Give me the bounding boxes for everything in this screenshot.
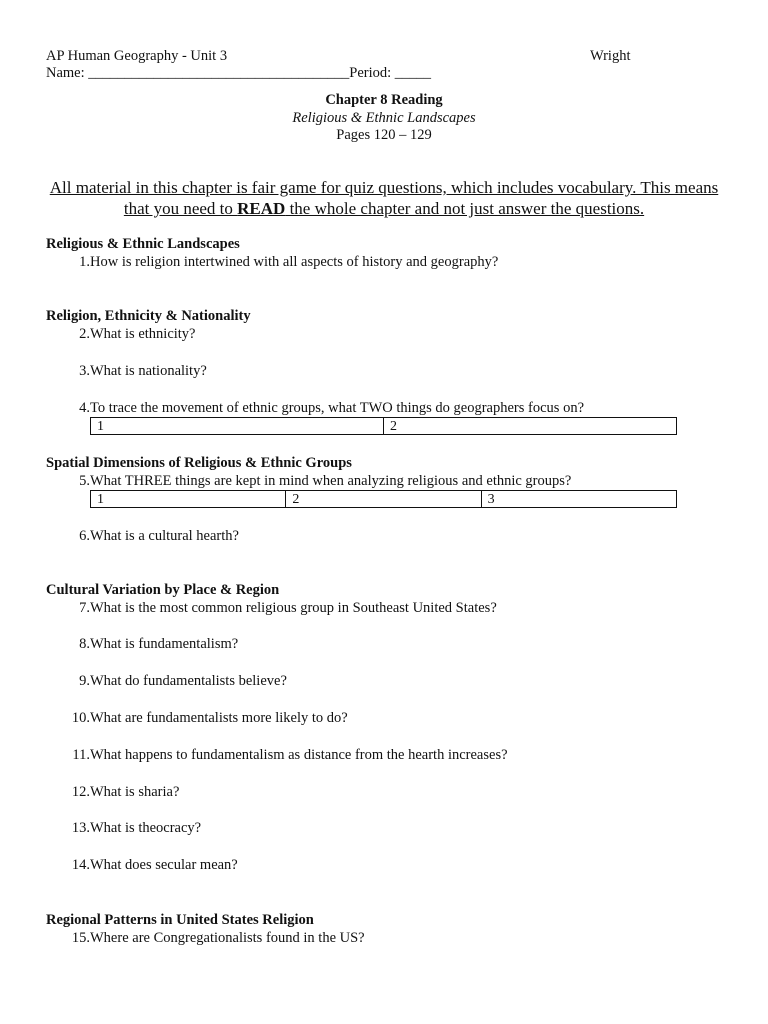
question-text: What is the most common religious group in Southeast United States? — [90, 600, 497, 616]
section-heading-spatial: Spatial Dimensions of Religious & Ethnic Groups — [46, 455, 352, 471]
question-text: What is sharia? — [90, 784, 180, 800]
question-8 — [46, 636, 239, 653]
chapter-title: Chapter 8 Reading — [325, 92, 443, 108]
answer-cell[interactable]: 2 — [390, 419, 397, 434]
notice-bold-read: READ — [237, 199, 286, 218]
question-number: 6. — [79, 528, 90, 544]
question-number: 5. — [79, 473, 90, 489]
question-number: 8. — [79, 636, 90, 652]
answer-cell[interactable]: 3 — [487, 492, 495, 507]
question-1 — [46, 254, 499, 271]
quiz-notice — [40, 177, 728, 219]
section-heading-variation: Cultural Variation by Place & Region — [46, 582, 280, 598]
question-text: What THREE things are kept in mind when analyzing religious and ethnic groups? — [90, 473, 572, 489]
question-number: 13. — [71, 820, 90, 836]
question-number: 11. — [72, 747, 90, 763]
answer-cell[interactable]: 1 — [91, 418, 384, 434]
answer-cell[interactable]: 1 — [91, 491, 286, 507]
question-text: What is theocracy? — [90, 820, 202, 836]
question-15 — [46, 930, 365, 947]
question-14 — [46, 857, 238, 874]
question-4 — [46, 400, 584, 417]
question-number: 12. — [71, 784, 90, 800]
question-3 — [46, 363, 207, 380]
question-number: 15. — [71, 930, 90, 946]
answer-table-three — [90, 490, 677, 508]
question-text: What is nationality? — [90, 363, 207, 379]
period-blank[interactable]: _____ — [394, 65, 432, 81]
teacher-name: Wright — [590, 48, 631, 64]
question-text: What is a cultural hearth? — [90, 528, 239, 544]
question-number: 1. — [79, 254, 90, 270]
question-9 — [46, 673, 287, 690]
question-text: What is fundamentalism? — [90, 636, 239, 652]
question-7 — [46, 600, 497, 617]
notice-text-2: the whole chapter and not just answer the questions. — [285, 199, 645, 218]
question-number: 10. — [71, 710, 90, 726]
answer-table-two — [90, 417, 677, 435]
question-text: What do fundamentalists believe? — [90, 673, 287, 689]
question-text: What happens to fundamentalism as distance from the hearth increases? — [90, 747, 508, 763]
section-heading-landscapes: Religious & Ethnic Landscapes — [46, 236, 240, 252]
question-13 — [46, 820, 202, 837]
question-text: How is religion intertwined with all aspects of history and geography? — [90, 254, 499, 270]
question-text: Where are Congregationalists found in the US? — [90, 930, 365, 946]
question-number: 7. — [79, 600, 90, 616]
page-range: Pages 120 – 129 — [336, 127, 432, 143]
answer-cell[interactable]: 2 — [286, 491, 481, 507]
question-6 — [46, 528, 239, 545]
section-heading-ethnicity: Religion, Ethnicity & Nationality — [46, 308, 251, 324]
question-number: 4. — [79, 400, 90, 416]
question-number: 2. — [79, 326, 90, 342]
period-label: Period: — [349, 65, 392, 81]
question-12 — [46, 784, 180, 801]
notice-text-1: All material in this chapter is fair game for quiz questions, which includes vocabulary. This means that you need to — [49, 178, 719, 218]
name-blank[interactable]: ____________________________________ — [88, 65, 350, 81]
name-period-line — [46, 65, 431, 82]
question-number: 14. — [71, 857, 90, 873]
section-heading-us-religion: Regional Patterns in United States Religion — [46, 912, 314, 928]
question-11 — [46, 747, 508, 764]
question-number: 9. — [79, 673, 90, 689]
question-5 — [46, 473, 572, 490]
question-text: What are fundamentalists more likely to do? — [90, 710, 348, 726]
question-text: What does secular mean? — [90, 857, 238, 873]
question-number: 3. — [79, 363, 90, 379]
course-title: AP Human Geography - Unit 3 — [46, 48, 228, 64]
name-label: Name: — [46, 65, 85, 81]
question-text: What is ethnicity? — [90, 326, 196, 342]
question-2 — [46, 326, 196, 343]
question-text: To trace the movement of ethnic groups, what TWO things do geographers focus on? — [90, 400, 584, 416]
question-10 — [46, 710, 348, 727]
chapter-subtitle: Religious & Ethnic Landscapes — [292, 110, 476, 126]
